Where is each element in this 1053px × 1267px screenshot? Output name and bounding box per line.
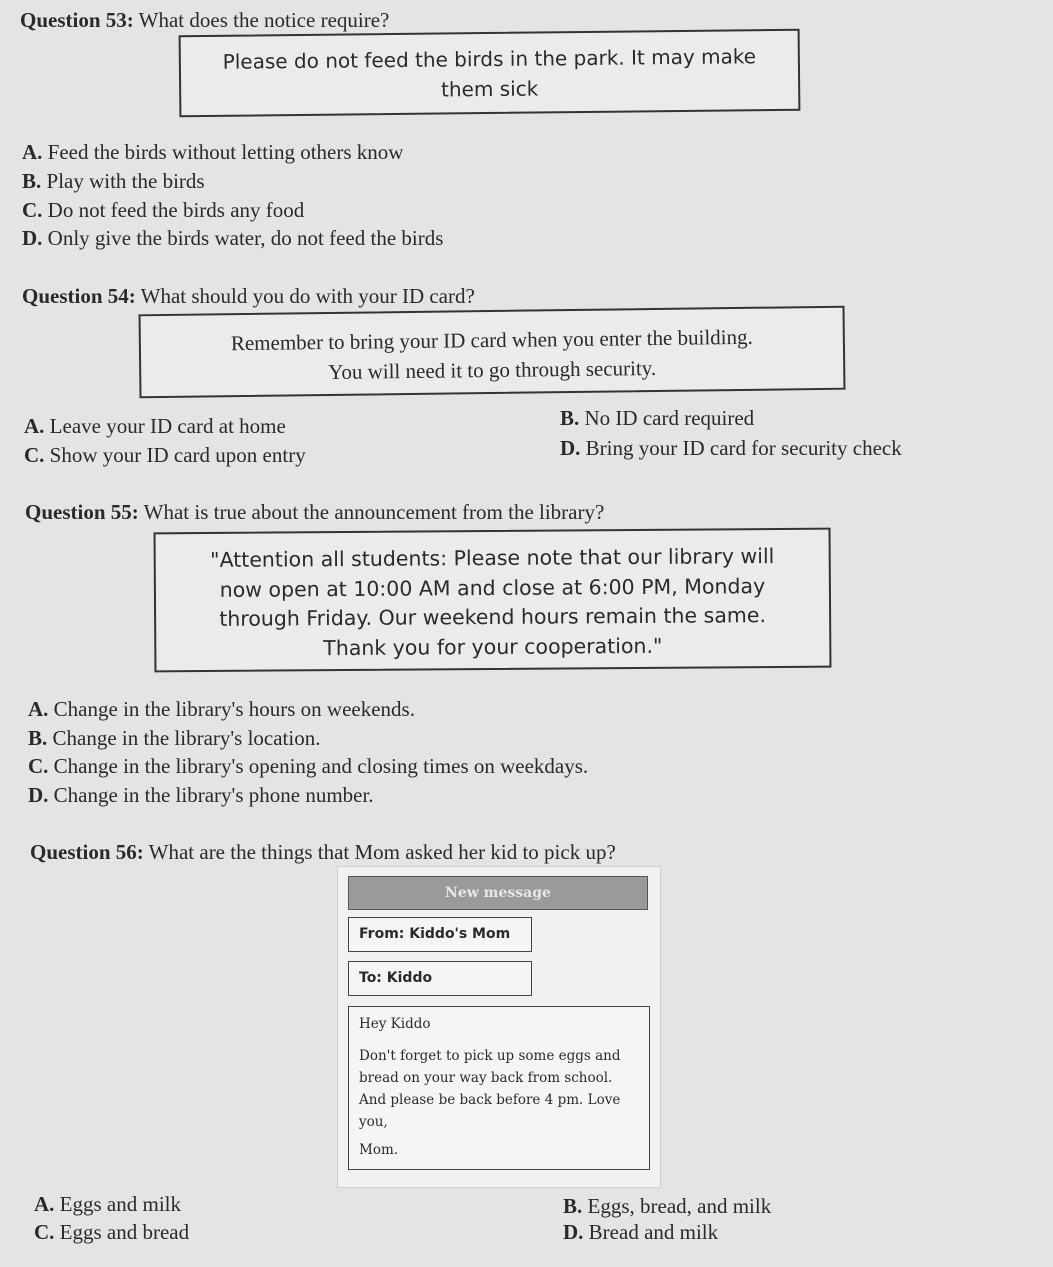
notice-line: Please do not feed the birds in the park. It may make xyxy=(222,44,757,74)
question-55-text: What is true about the announcement from the library? xyxy=(143,500,605,524)
option-letter: A. xyxy=(24,414,45,438)
question-54-option-c[interactable] xyxy=(24,443,306,468)
notice-line: You will need it to go through security. xyxy=(328,355,657,385)
message-line: And please be back before 4 pm. Love xyxy=(359,1092,621,1108)
option-text: Leave your ID card at home xyxy=(49,414,286,438)
notice-line: now open at 10:00 AM and close at 6:00 PM, Monday xyxy=(219,573,766,602)
option-letter: A. xyxy=(28,697,49,721)
notice-line: "Attention all students: Please note that our library will xyxy=(210,544,775,572)
option-letter: B. xyxy=(560,406,580,430)
notice-line: Remember to bring your ID card when you enter the building. xyxy=(230,324,753,356)
question-55-option-d[interactable] xyxy=(28,783,374,808)
question-53-title xyxy=(20,8,389,33)
question-55-notice xyxy=(154,528,832,673)
message-to-field: To: Kiddo xyxy=(348,961,532,996)
option-letter: A. xyxy=(22,140,43,164)
notice-line: them sick xyxy=(440,76,539,102)
option-text: Eggs and milk xyxy=(59,1192,181,1216)
message-line: bread on your way back from school. xyxy=(359,1070,613,1086)
option-text: Bread and milk xyxy=(588,1220,719,1244)
option-text: Do not feed the birds any food xyxy=(47,198,305,222)
question-55-option-c[interactable] xyxy=(28,754,588,779)
question-54-option-d[interactable] xyxy=(560,436,902,461)
question-53-text: What does the notice require? xyxy=(138,8,390,32)
option-text: Only give the birds water, do not feed the birds xyxy=(47,226,444,250)
notice-line: through Friday. Our weekend hours remain the same. xyxy=(219,603,767,631)
message-line: you, xyxy=(359,1114,388,1130)
option-letter: D. xyxy=(560,436,581,460)
message-line: Don't forget to pick up some eggs and xyxy=(359,1048,621,1064)
option-text: Feed the birds without letting others know xyxy=(47,140,404,164)
question-53-option-a[interactable] xyxy=(22,140,403,165)
option-text: Play with the birds xyxy=(46,169,205,193)
option-letter: D. xyxy=(22,226,43,250)
question-54-option-b[interactable] xyxy=(560,406,754,431)
question-53-option-b[interactable] xyxy=(22,169,205,194)
question-56-option-c[interactable] xyxy=(34,1220,189,1245)
option-text: Bring your ID card for security check xyxy=(585,436,902,460)
option-letter: B. xyxy=(22,169,42,193)
question-56-option-d[interactable] xyxy=(563,1220,718,1245)
message-from-field: From: Kiddo's Mom xyxy=(348,917,532,952)
option-letter: C. xyxy=(34,1220,55,1244)
question-53-notice xyxy=(179,29,801,117)
question-56-text: What are the things that Mom asked her kid to pick up? xyxy=(148,840,616,864)
option-text: Change in the library's opening and closing times on weekdays. xyxy=(53,754,589,778)
option-text: Change in the library's hours on weekends. xyxy=(53,697,415,721)
question-55-option-a[interactable] xyxy=(28,697,415,722)
question-55-option-b[interactable] xyxy=(28,726,320,751)
question-55-number: Question 55: xyxy=(25,500,139,524)
option-text: Change in the library's phone number. xyxy=(53,783,374,807)
message-body xyxy=(348,1006,650,1170)
option-text: Eggs and bread xyxy=(59,1220,190,1244)
question-54-option-a[interactable] xyxy=(24,414,286,439)
question-53-option-c[interactable] xyxy=(22,198,304,223)
option-letter: C. xyxy=(22,198,43,222)
option-letter: C. xyxy=(28,754,49,778)
question-54-notice xyxy=(139,306,846,399)
question-56-number: Question 56: xyxy=(30,840,144,864)
question-56-option-b[interactable] xyxy=(563,1194,771,1219)
option-letter: C. xyxy=(24,443,45,467)
question-54-text: What should you do with your ID card? xyxy=(140,284,475,308)
message-header: New message xyxy=(348,876,648,910)
option-letter: A. xyxy=(34,1192,55,1216)
option-letter: D. xyxy=(28,783,49,807)
option-letter: B. xyxy=(28,726,48,750)
notice-line: Thank you for your cooperation." xyxy=(323,633,663,660)
option-letter: D. xyxy=(563,1220,584,1244)
question-53-option-d[interactable] xyxy=(22,226,443,251)
message-signature: Mom. xyxy=(359,1142,399,1158)
question-56-title xyxy=(30,840,616,865)
option-text: Eggs, bread, and milk xyxy=(587,1194,772,1218)
question-53-number: Question 53: xyxy=(20,8,134,32)
question-55-title xyxy=(25,500,604,525)
option-text: Change in the library's location. xyxy=(52,726,321,750)
option-letter: B. xyxy=(563,1194,583,1218)
option-text: No ID card required xyxy=(584,406,755,430)
question-56-option-a[interactable] xyxy=(34,1192,181,1217)
question-54-number: Question 54: xyxy=(22,284,136,308)
question-54-title xyxy=(22,284,475,309)
message-greeting: Hey Kiddo xyxy=(359,1016,431,1032)
option-text: Show your ID card upon entry xyxy=(49,443,306,467)
